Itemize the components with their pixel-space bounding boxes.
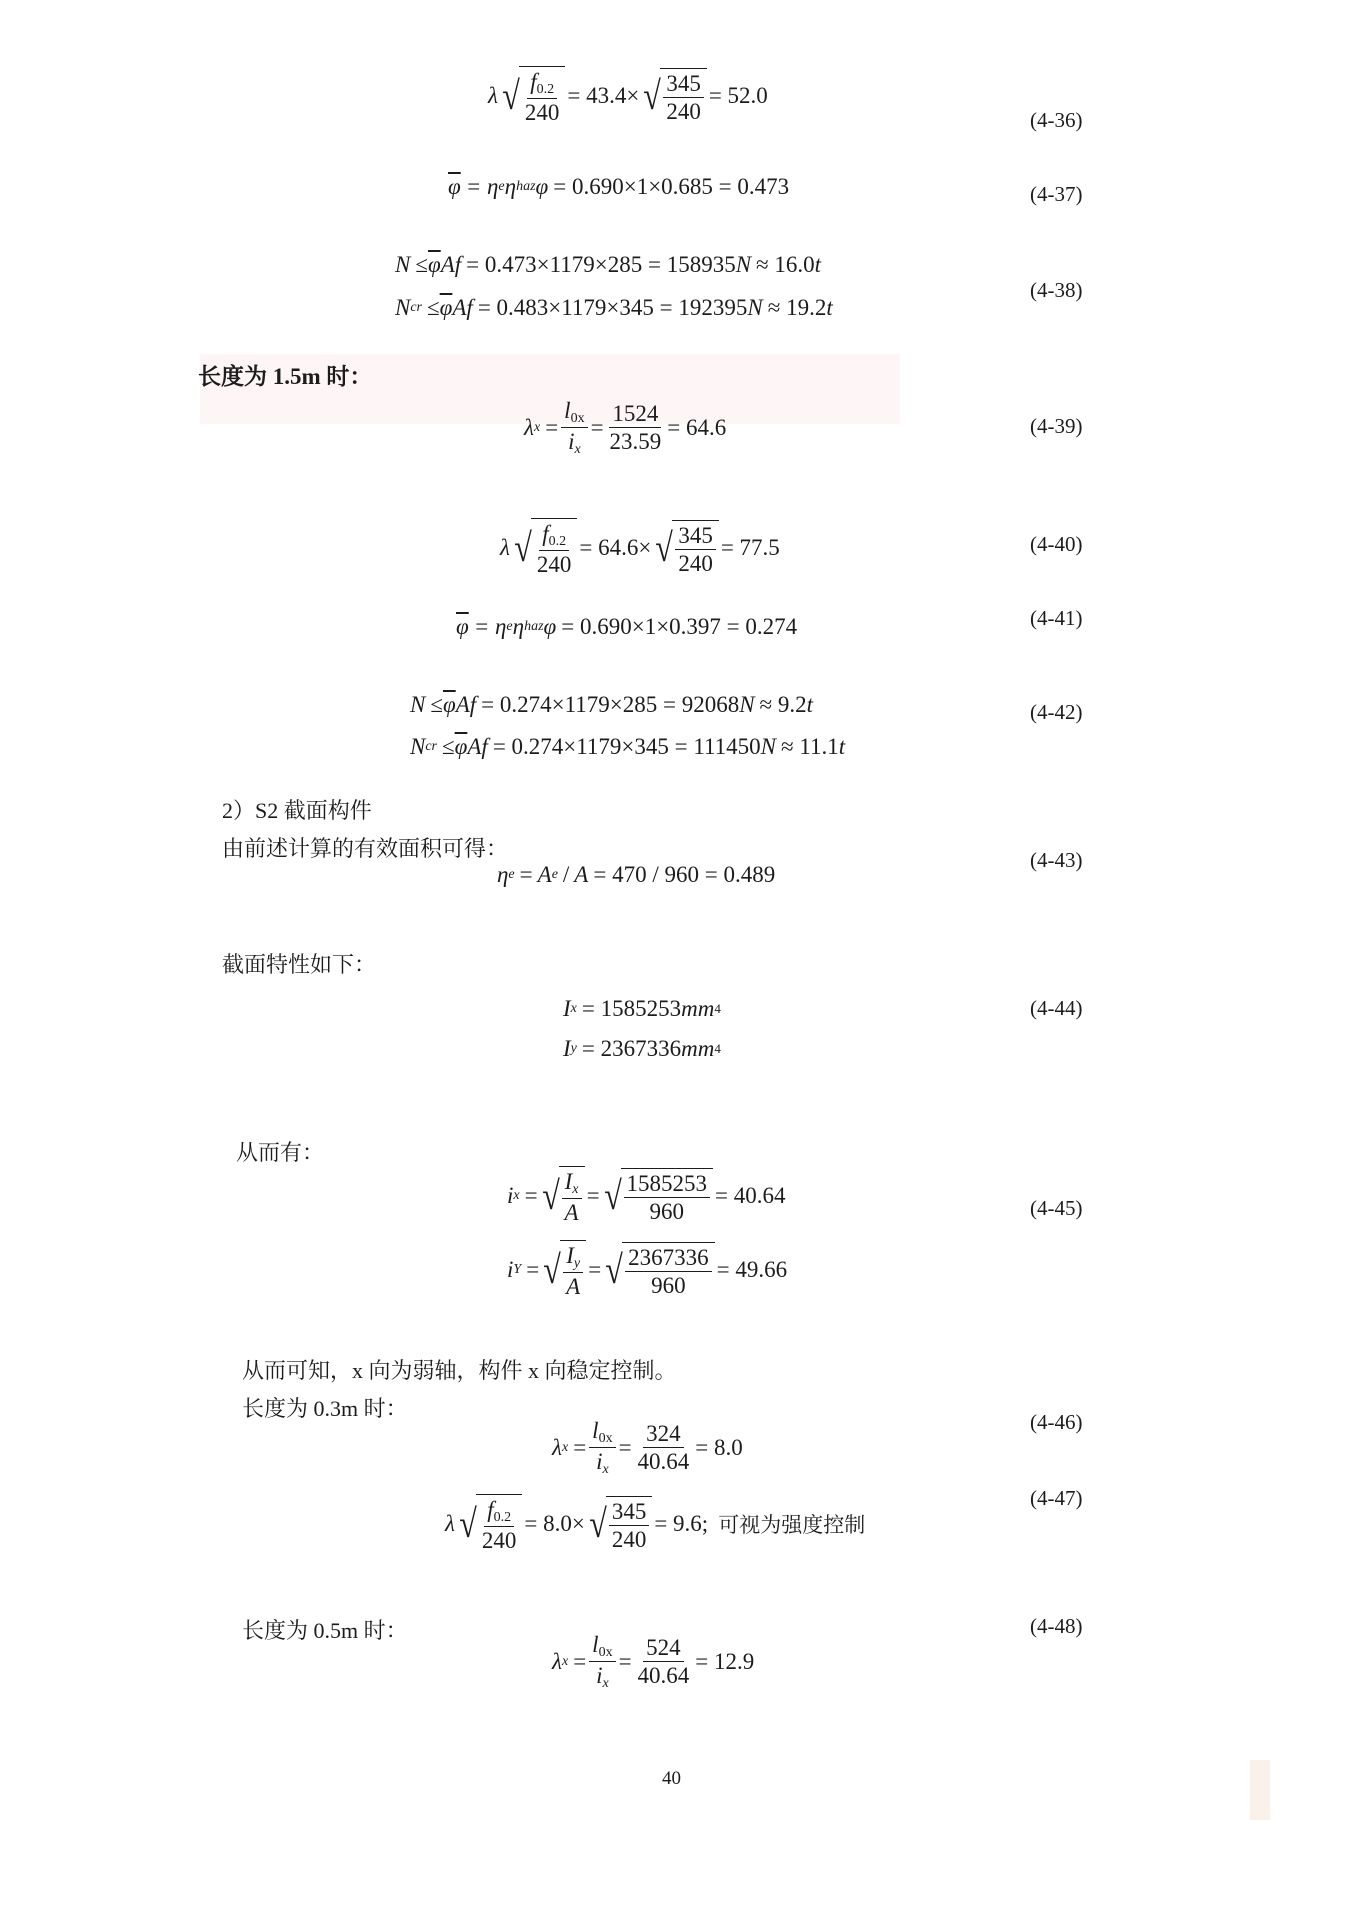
equation-4-41: $\overline{\varphi}$ = η e η haz φ = 0.690×1×0.397 = 0.274 bbox=[456, 614, 798, 639]
paper-edge-stain bbox=[1250, 1760, 1270, 1820]
equation-4-43: η e = A e / A = 470 / 960 = 0.489 bbox=[497, 862, 776, 887]
equation-4-45-b: i Y = √ $\frac{I_y}{A}$ = √ $\frac{2367336}{960}$ = 49.66 bbox=[507, 1240, 787, 1300]
equation-number: (4-48) bbox=[1030, 1614, 1083, 1638]
lambda-symbol: λ bbox=[488, 82, 498, 108]
equation-4-38-b: N cr ≤ $\overline{\varphi}$ Af = 0.483×1179×345 = 192395 N ≈ 19.2 t bbox=[395, 295, 833, 320]
sqrt-term: √ $\frac{f_{0.2}}{240}$ bbox=[500, 66, 565, 126]
section-label-1-5m: 长度为 1.5m 时： bbox=[198, 364, 373, 389]
equation-4-44-b: I y = 2367336 mm 4 bbox=[563, 1036, 721, 1061]
strength-control-note: 可视为强度控制 bbox=[718, 1512, 866, 1537]
equation-number: (4-44) bbox=[1030, 996, 1083, 1020]
equation-4-39: λ x = $\frac{l_{0x}}{i_x}$ = $\frac{1524}{23.59}$ = 64.6 bbox=[524, 398, 727, 458]
equation-text: = 43.4× bbox=[567, 82, 640, 108]
equation-result: = 52.0 bbox=[708, 82, 768, 108]
equation-number: (4-45) bbox=[1030, 1196, 1083, 1220]
equation-number: (4-46) bbox=[1030, 1410, 1083, 1434]
equation-number: (4-43) bbox=[1030, 848, 1083, 872]
equation-number: (4-47) bbox=[1030, 1486, 1083, 1510]
paragraph-effective-area: 由前述计算的有效面积可得： bbox=[222, 836, 509, 861]
section-label-0-5m: 长度为 0.5m 时： bbox=[242, 1618, 408, 1643]
equation-number: (4-37) bbox=[1030, 182, 1083, 206]
equation-4-42-a: N ≤ $\overline{\varphi}$ Af = 0.274×1179×285 = 92068 N ≈ 9.2 t bbox=[410, 692, 814, 717]
equation-4-38-a: N ≤ $\overline{\varphi}$ Af = 0.473×1179×285 = 158935 N ≈ 16.0 t bbox=[395, 252, 822, 277]
equation-4-45-a: i x = √ $\frac{I_x}{A}$ = √ $\frac{1585253}{960}$ = 40.64 bbox=[507, 1166, 786, 1226]
equation-4-47: λ √ $\frac{f_{0.2}}{240}$ = 8.0× √ $\frac{345}{240}$ = 9.6; 可视为强度控制 bbox=[445, 1494, 865, 1554]
page-number: 40 bbox=[662, 1768, 681, 1789]
sqrt-term: √ $\frac{345}{240}$ bbox=[641, 68, 706, 125]
section-heading-s2: 2）S2 截面构件 bbox=[222, 798, 372, 823]
equation-number: (4-40) bbox=[1030, 532, 1083, 556]
equation-number: (4-41) bbox=[1030, 606, 1083, 630]
equation-4-44-a: I x = 1585253 mm 4 bbox=[563, 996, 721, 1021]
equation-4-48: λ x = $\frac{l_{0x}}{i_x}$ = $\frac{524}{40.64}$ = 12.9 bbox=[552, 1632, 755, 1692]
equation-4-46: λ x = $\frac{l_{0x}}{i_x}$ = $\frac{324}{40.64}$ = 8.0 bbox=[552, 1418, 743, 1478]
equation-4-36 bbox=[488, 66, 768, 126]
equation-4-37: $\overline{\varphi}$ = η e η haz φ = 0.690×1×0.685 = 0.473 bbox=[448, 174, 790, 199]
paragraph-section-properties: 截面特性如下： bbox=[222, 952, 377, 977]
equation-number: (4-39) bbox=[1030, 414, 1083, 438]
section-label-0-3m: 长度为 0.3m 时： bbox=[242, 1396, 408, 1421]
equation-number: (4-36) bbox=[1030, 108, 1083, 132]
equation-4-40: λ √ $\frac{f_{0.2}}{240}$ = 64.6× √ $\frac{345}{240}$ = 77.5 bbox=[500, 518, 780, 578]
equation-4-42-b: N cr ≤ $\overline{\varphi}$ Af = 0.274×1179×345 = 111450 N ≈ 11.1 t bbox=[410, 734, 846, 759]
paragraph-thus: 从而有： bbox=[236, 1140, 325, 1165]
paragraph-weak-axis: 从而可知，x 向为弱轴，构件 x 向稳定控制。 bbox=[242, 1358, 677, 1383]
equation-number: (4-38) bbox=[1030, 278, 1083, 302]
equation-number: (4-42) bbox=[1030, 700, 1083, 724]
